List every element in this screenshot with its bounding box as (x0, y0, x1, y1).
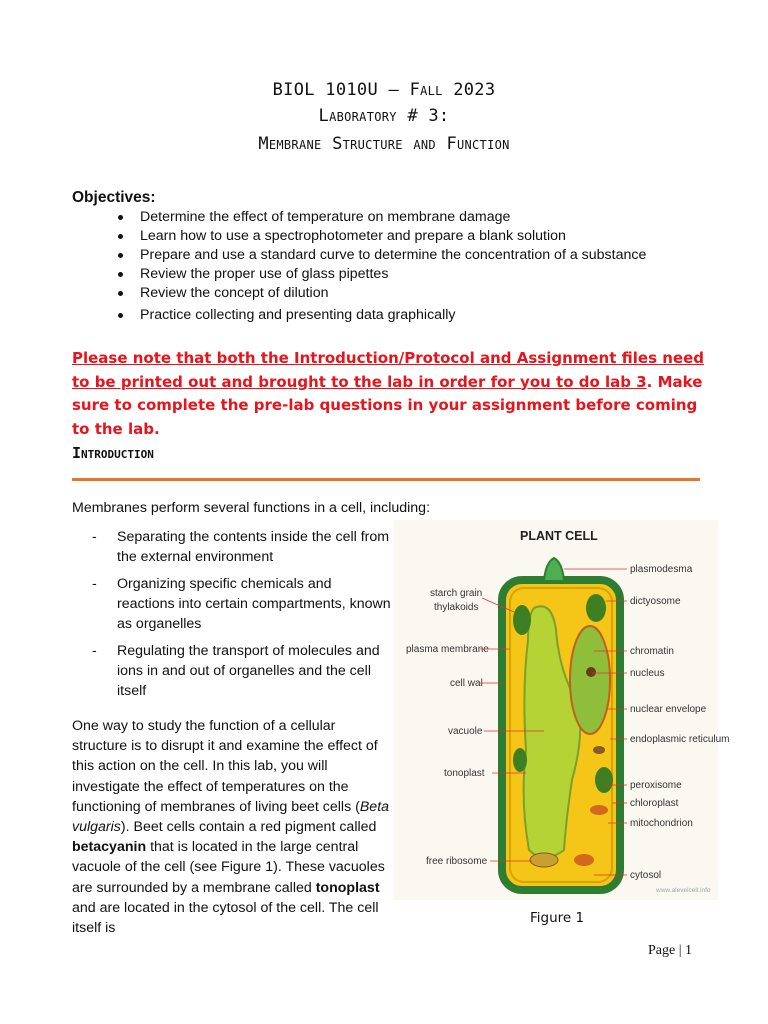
lab-title: Membrane Structure and Function (258, 134, 510, 154)
nucleus (570, 626, 610, 734)
species-name: Beta vulgaris (72, 798, 390, 836)
label-vacuole: vacuole (448, 726, 483, 737)
label-endoplasmic-reticulum: endoplasmic reticulum (630, 734, 730, 745)
label-chromatin: chromatin (630, 646, 674, 657)
notice-underlined-text: Please note that both the Introduction/Protocol and Assignment files need to be printed out and brought to the lab in order for you to do lab 3 (72, 349, 704, 391)
lab-number: Laboratory # 3: (318, 106, 450, 126)
notice-text: . Make sure to complete the pre-lab questions in your assignment before coming to the lab. (72, 372, 703, 438)
objective-item: Prepare and use a standard curve to determine the concentration of a substance (118, 246, 646, 265)
function-item: - Regulating the transport of molecules and ions in and out of organelles and the cell itself (92, 641, 392, 701)
function-item: - Organizing specific chemicals and reactions into certain compartments, known as organelles (92, 574, 392, 634)
course-title: BIOL 1010U – Fall 2023 (272, 80, 496, 100)
free-ribosome-cluster (530, 853, 558, 867)
objective-item: Practice collecting and presenting data graphically (118, 306, 646, 325)
label-nucleus: nucleus (630, 668, 665, 679)
membrane-functions-list (92, 527, 392, 708)
objective-item: Determine the effect of temperature on membrane damage (118, 208, 646, 227)
label-cytosol: cytosol (630, 870, 662, 881)
term-tonoplast: tonoplast (315, 879, 380, 896)
important-notice (72, 347, 712, 441)
introduction-heading: Introduction (72, 444, 154, 462)
objectives-heading: Objectives: (72, 189, 156, 206)
page-number: Page | 1 (648, 943, 693, 958)
paragraph-text: that is located in the large central vacuole of the cell (see Figure 1). These vacuoles are surrounded by a membrane called (72, 839, 385, 896)
chloroplast (513, 748, 527, 772)
mitochondrion (574, 854, 594, 866)
label-peroxisome: peroxisome (630, 780, 682, 791)
term-betacyanin: betacyanin (72, 839, 147, 856)
objectives-list (118, 208, 646, 325)
plant-cell-figure (394, 520, 730, 900)
objective-item: Learn how to use a spectrophotometer and prepare a blank solution (118, 227, 646, 246)
label-free-ribosome: free ribosome (426, 856, 488, 867)
label-starch-grain: starch grain (430, 588, 483, 599)
mitochondrion (590, 805, 608, 815)
paragraph-text: and are located in the cytosol of the cell. The cell itself is (72, 899, 379, 937)
label-plasma-membrane: plasma membrane (406, 644, 489, 655)
nucleolus (586, 667, 596, 677)
function-item: - Separating the contents inside the cell from the external environment (92, 527, 392, 567)
label-mitochondrion: mitochondrion (630, 818, 693, 829)
chloroplast (586, 594, 606, 622)
label-thylakoids: thylakoids (434, 602, 479, 613)
figure-watermark: www.alevelcell.info (656, 887, 711, 894)
objective-item: Review the concept of dilution (118, 284, 646, 303)
label-tonoplast: tonoplast (444, 768, 485, 779)
label-chloroplast: chloroplast (630, 798, 679, 809)
paragraph-text: One way to study the function of a cellular structure is to disrupt it and examine the effect of this action on the cell. In this lab, you will investigate the effect of temperatures on the functioning of membranes of living beet cells ( (72, 718, 378, 815)
label-dictyosome: dictyosome (630, 596, 681, 607)
figure-caption: Figure 1 (530, 910, 585, 926)
figure-title: PLANT CELL (520, 529, 598, 543)
chloroplast (513, 605, 531, 635)
label-nuclear-envelope: nuclear envelope (630, 704, 707, 715)
chloroplast (595, 767, 613, 793)
label-cell-wall: cell wal (450, 678, 483, 689)
objective-item: Review the proper use of glass pipettes (118, 265, 646, 284)
introduction-lead: Membranes perform several functions in a cell, including: (72, 500, 431, 516)
introduction-paragraph (72, 716, 390, 938)
peroxisome (593, 746, 605, 754)
paragraph-text: ). Beet cells contain a red pigment called (120, 819, 377, 836)
plant-cell-diagram (394, 520, 730, 900)
label-plasmodesma: plasmodesma (630, 564, 693, 575)
section-divider (72, 478, 700, 481)
